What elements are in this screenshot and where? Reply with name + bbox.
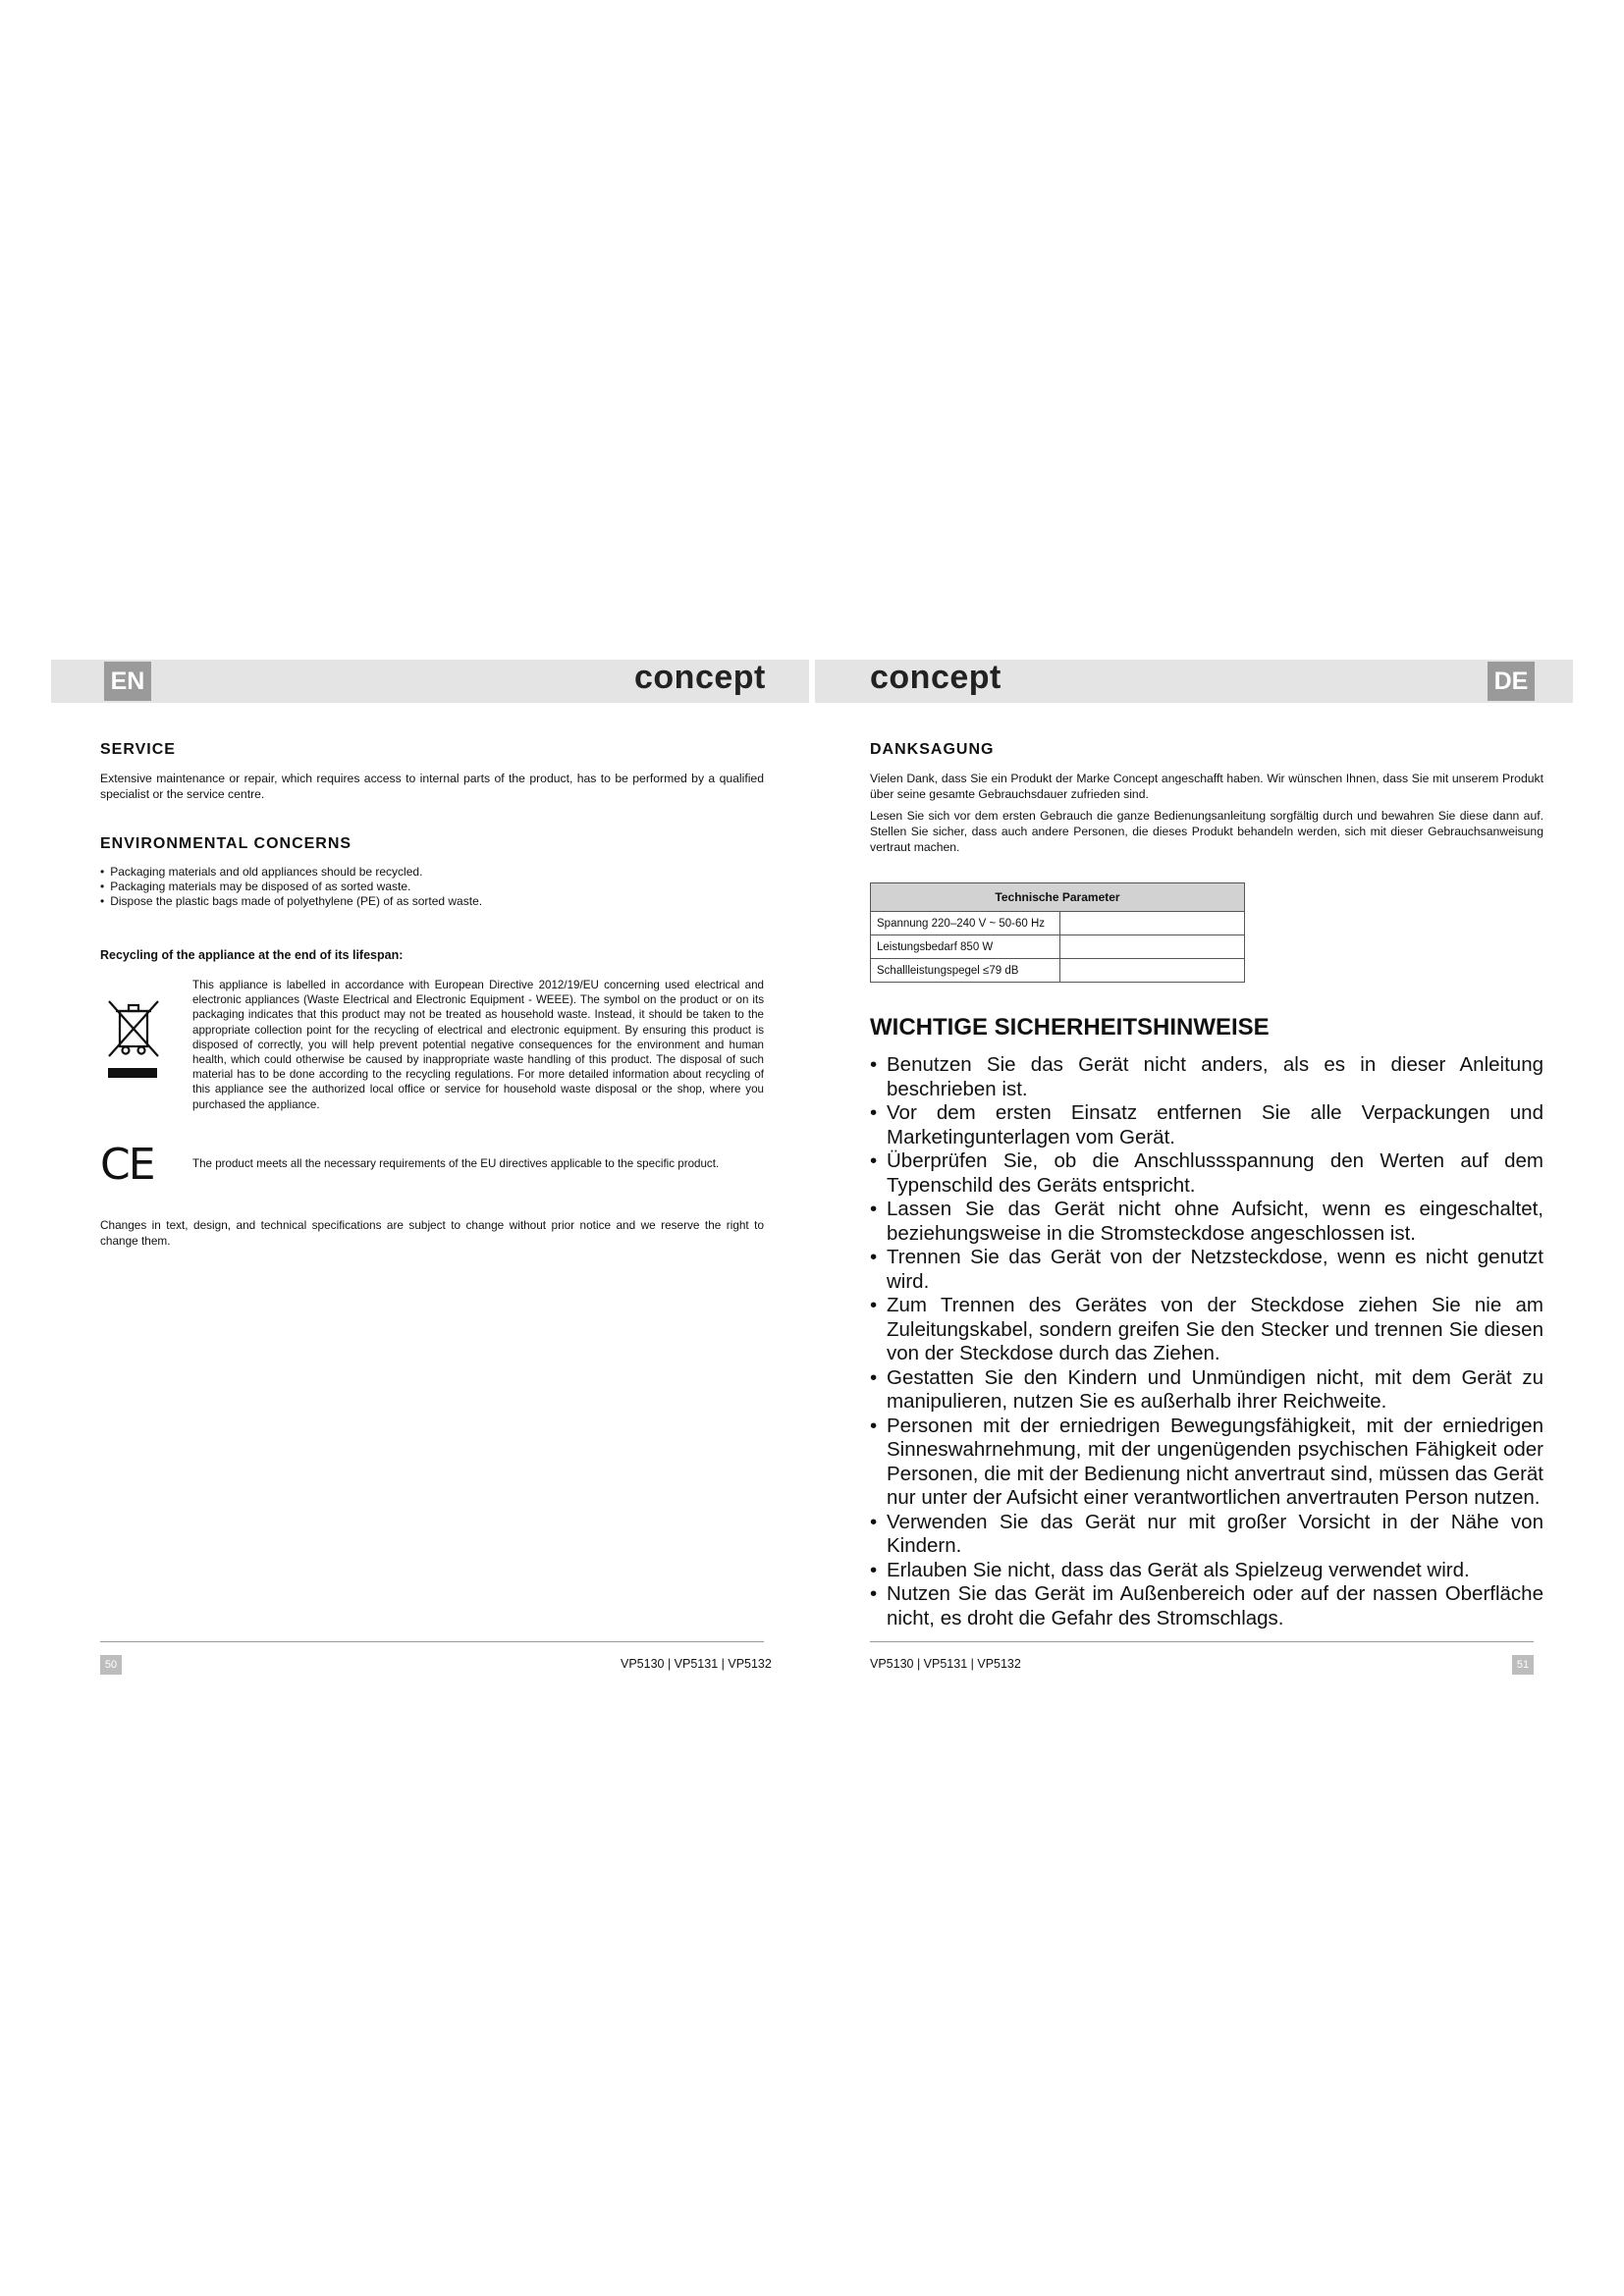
ce-text: The product meets all the necessary requirements of the EU directives applicable to the specific product. xyxy=(192,1157,720,1171)
list-item: • Überprüfen Sie, ob die Anschlussspannung den Werten auf dem Typenschild des Geräts entspricht. xyxy=(870,1149,1543,1198)
model-footer-right: VP5130 | VP5131 | VP5132 xyxy=(870,1657,1021,1671)
list-item: • Personen mit der erniedrigen Bewegungsfähigkeit, mit der erniedrigen Sinneswahrnehmung, mit der ungenügenden psychischen Fähigkeit oder Personen, die mit der Bedienung nicht anvertraut sind, müssen das Gerät nur unter der Aufsicht einer verantwortlichen anvertrauten Person nutzen. xyxy=(870,1415,1543,1511)
page-left xyxy=(100,726,764,1249)
technical-parameters-table xyxy=(870,882,1245,983)
weee-bin-icon xyxy=(100,978,192,1112)
page-right xyxy=(870,726,1543,1630)
recycling-heading: Recycling of the appliance at the end of its lifespan: xyxy=(100,948,404,962)
table-row: Schallleistungspegel ≤79 dB xyxy=(871,959,1245,983)
list-item: • Packaging materials and old appliances should be recycled. xyxy=(100,865,764,880)
list-item: • Dispose the plastic bags made of polyethylene (PE) of as sorted waste. xyxy=(100,894,764,909)
brand-logo-left: concept xyxy=(634,659,766,696)
language-badge-de: DE xyxy=(1488,662,1535,701)
environmental-list xyxy=(100,865,764,909)
environmental-heading: ENVIRONMENTAL CONCERNS xyxy=(100,835,352,852)
list-item: • Nutzen Sie das Gerät im Außenbereich oder auf der nassen Oberfläche nicht, es droht die Gefahr des Stromschlags. xyxy=(870,1582,1543,1630)
table-row: Leistungsbedarf 850 W xyxy=(871,935,1245,959)
list-item: • Erlauben Sie nicht, dass das Gerät als Spielzeug verwendet wird. xyxy=(870,1559,1543,1583)
safety-heading: WICHTIGE SICHERHEITSHINWEISE xyxy=(870,1014,1270,1041)
list-item: • Vor dem ersten Einsatz entfernen Sie alle Verpackungen und Marketingunterlagen vom Gerät. xyxy=(870,1101,1543,1149)
list-item: • Gestatten Sie den Kindern und Unmündigen nicht, mit dem Gerät zu manipulieren, nutzen Sie es außerhalb ihrer Reichweite. xyxy=(870,1366,1543,1415)
footer-divider-left xyxy=(100,1641,764,1642)
thanks-heading: DANKSAGUNG xyxy=(870,741,995,758)
brand-logo-right: concept xyxy=(870,659,1001,696)
thanks-text-2: Lesen Sie sich vor dem ersten Gebrauch die ganze Bedienungsanleitung sorgfältig durch und bewahren Sie diese dann auf. Stellen Sie sicher, dass auch andere Personen, die dieses Produkt behandeln werden, sich mit dieser Gebrauchsanweisung vertraut machen. xyxy=(870,809,1543,854)
list-item: • Trennen Sie das Gerät von der Netzsteckdose, wenn es nicht genutzt wird. xyxy=(870,1246,1543,1294)
service-text: Extensive maintenance or repair, which requires access to internal parts of the product, has to be performed by a qualified specialist or the service centre. xyxy=(100,772,764,801)
safety-list xyxy=(870,1053,1543,1630)
changes-notice: Changes in text, design, and technical specifications are subject to change without prior notice and we reserve the right to change them. xyxy=(100,1217,764,1248)
language-badge-en: EN xyxy=(104,662,151,701)
thanks-text-1: Vielen Dank, dass Sie ein Produkt der Marke Concept angeschafft haben. Wir wünschen Ihnen, dass Sie mit unserem Produkt über seine gesamte Gebrauchsdauer zufrieden sind. xyxy=(870,772,1543,801)
list-item: • Benutzen Sie das Gerät nicht anders, als es in dieser Anleitung beschrieben ist. xyxy=(870,1053,1543,1101)
list-item: • Packaging materials may be disposed of as sorted waste. xyxy=(100,880,764,894)
list-item: • Zum Trennen des Gerätes von der Steckdose ziehen Sie nie am Zuleitungskabel, sondern greifen Sie den Stecker und trennen Sie diesen von der Steckdose durch das Ziehen. xyxy=(870,1294,1543,1366)
model-footer-left: VP5130 | VP5131 | VP5132 xyxy=(621,1657,772,1671)
service-heading: SERVICE xyxy=(100,741,176,758)
footer-divider-right xyxy=(870,1641,1534,1642)
table-header: Technische Parameter xyxy=(871,883,1245,912)
list-item: • Lassen Sie das Gerät nicht ohne Aufsicht, wenn es eingeschaltet, beziehungsweise in die Stromsteckdose angeschlossen ist. xyxy=(870,1198,1543,1246)
page-number-right: 51 xyxy=(1512,1655,1534,1675)
table-row: Spannung 220–240 V ~ 50-60 Hz xyxy=(871,912,1245,935)
page-number-left: 50 xyxy=(100,1655,122,1675)
ce-mark-icon: CE xyxy=(100,1139,154,1190)
recycling-text: This appliance is labelled in accordance with European Directive 2012/19/EU concerning used electrical and electronic appliances (Waste Electrical and Electronic Equipment - WEEE). The symbol on the product or on its packaging indicates that this product may not be treated as household waste. Instead, it should be taken to the appropriate collection point for the recycling of electrical and electronic equipment. By ensuring this product is disposed of correctly, you will help prevent potential negative consequences for the environment and human health, which could otherwise be caused by inappropriate waste handling of this product. The disposal of such material has to be done according to the recycling regulations. For more detailed information about recycling of this appliance see the authorized local office or service for household waste disposal or the shop, where you purchased the appliance. xyxy=(192,979,764,1111)
list-item: • Verwenden Sie das Gerät nur mit großer Vorsicht in der Nähe von Kindern. xyxy=(870,1511,1543,1559)
